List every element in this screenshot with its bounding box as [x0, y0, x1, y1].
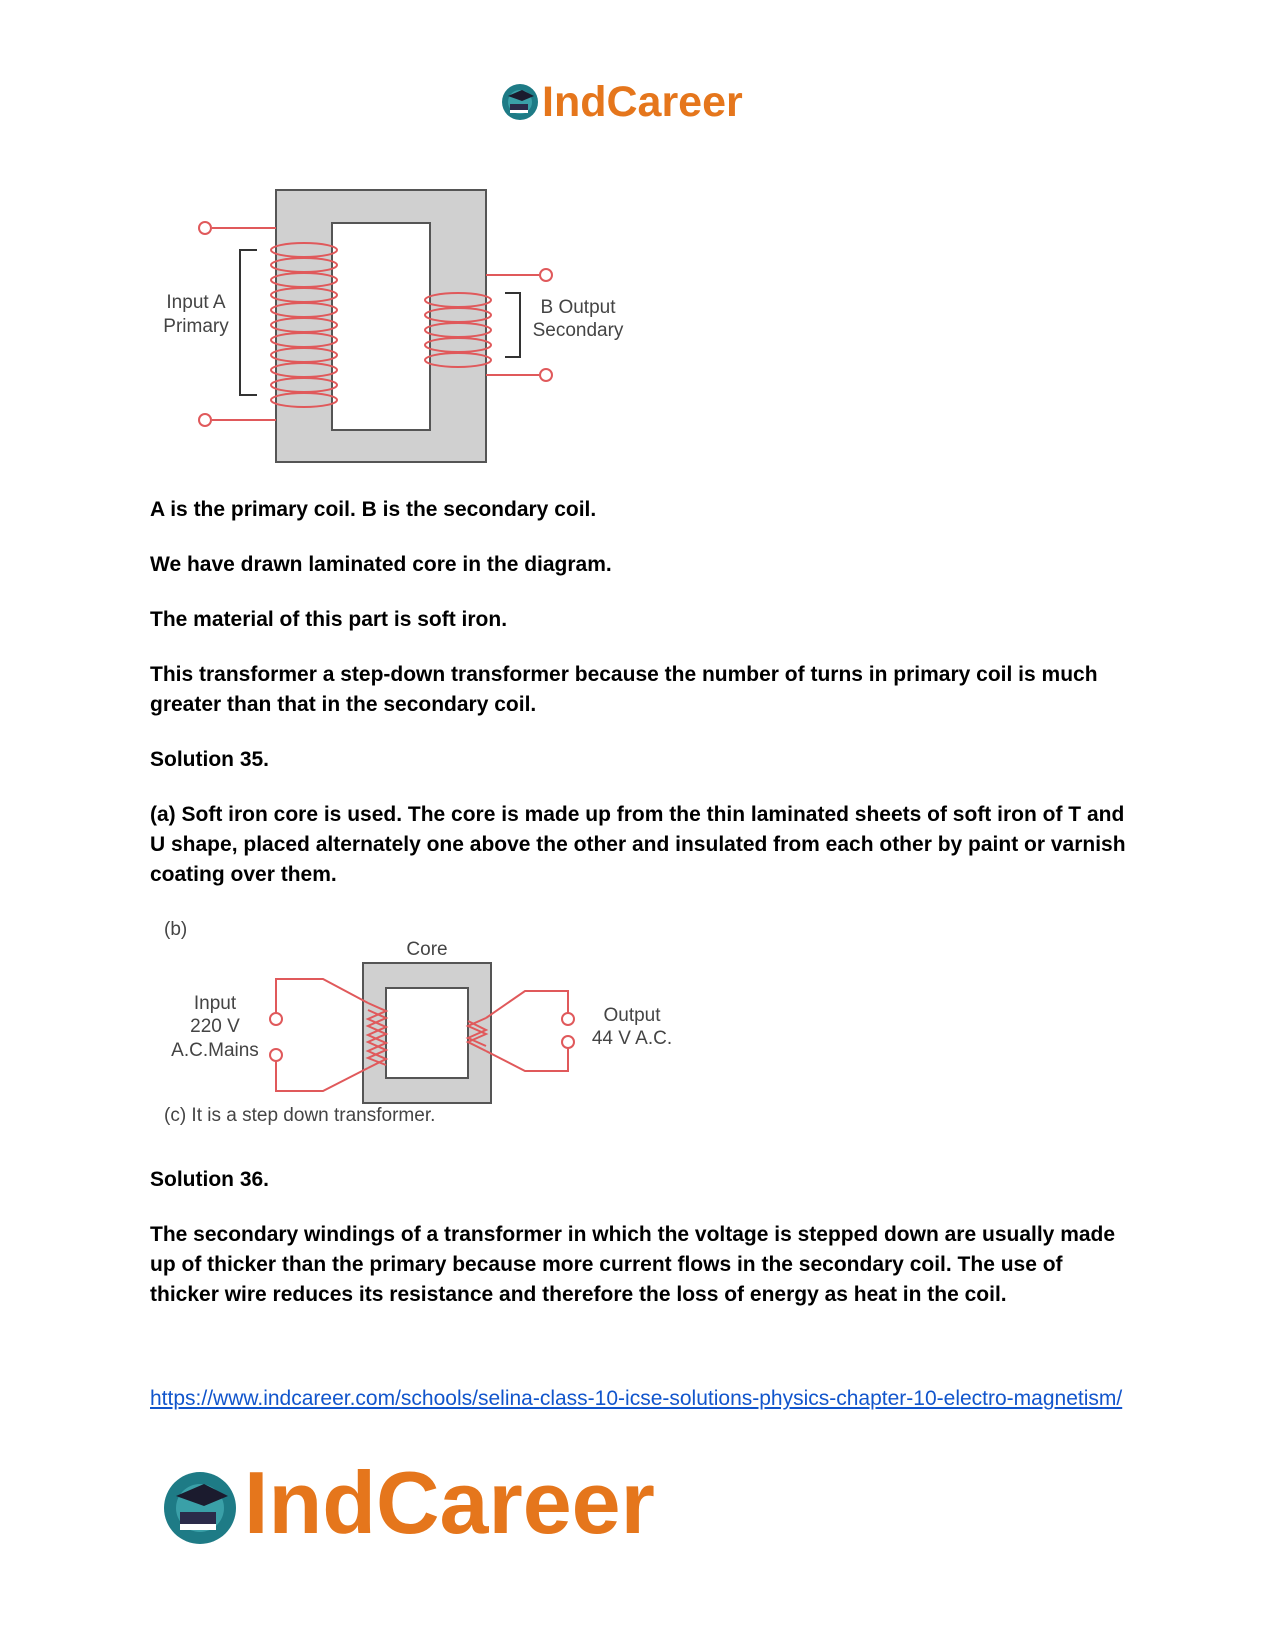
- graduate-globe-icon: [500, 82, 540, 122]
- output-label-line1: Output: [603, 1005, 661, 1026]
- input-label-line3: A.C.Mains: [171, 1040, 259, 1061]
- core-window: [386, 988, 468, 1078]
- paragraph-secondary-windings: The secondary windings of a transformer in which the voltage is stepped down are usually made up of thicker than the primary because more current flows in the secondary coil. The use of thicker wire reduces its resistance and therefore the loss of energy as heat in the coil.: [150, 1223, 1116, 1306]
- paragraph-laminated-core: We have drawn laminated core in the diagram.: [150, 553, 612, 576]
- core-label: Core: [406, 939, 448, 960]
- figure-caption: (c) It is a step down transformer.: [164, 1105, 436, 1126]
- header-logo: [500, 80, 770, 130]
- paragraph-coils: A is the primary coil. B is the secondary coil.: [150, 498, 597, 521]
- solution-36-heading: Solution 36.: [150, 1168, 270, 1191]
- footer-logo: [160, 1453, 720, 1557]
- input-label-line1: Input: [193, 993, 237, 1014]
- transformer-diagram-2: [150, 910, 690, 1135]
- paragraph-step-down: This transformer a step-down transformer because the number of turns in primary coil is much greater than that in the secondary coil.: [150, 663, 1098, 716]
- input-label-line2: 220 V: [190, 1016, 240, 1037]
- logo-text: IndCareer: [244, 1453, 655, 1552]
- part-b-label: (b): [164, 919, 188, 940]
- paragraph-material: The material of this part is soft iron.: [150, 608, 508, 631]
- input-label-line1: Input A: [166, 292, 226, 313]
- input-label-line2: Primary: [163, 316, 229, 337]
- paragraph-soft-iron-core: (a) Soft iron core is used. The core is made up from the thin laminated sheets of soft iron of T and U shape, placed alternately one above the other and insulated from each other by paint or varnish coating over them.: [150, 803, 1126, 886]
- source-link[interactable]: https://www.indcareer.com/schools/selina-class-10-icse-solutions-physics-chapter-10-electro-magnetism/: [150, 1387, 1123, 1410]
- output-label-line2: Secondary: [532, 320, 624, 341]
- logo-text: IndCareer: [542, 78, 743, 126]
- output-label-line1: B Output: [540, 297, 616, 318]
- core-window: [332, 223, 430, 430]
- transformer-diagram-1: [150, 180, 640, 470]
- solution-35-heading: Solution 35.: [150, 748, 270, 771]
- output-label-line2: 44 V A.C.: [591, 1028, 673, 1049]
- graduate-globe-icon: [160, 1468, 240, 1548]
